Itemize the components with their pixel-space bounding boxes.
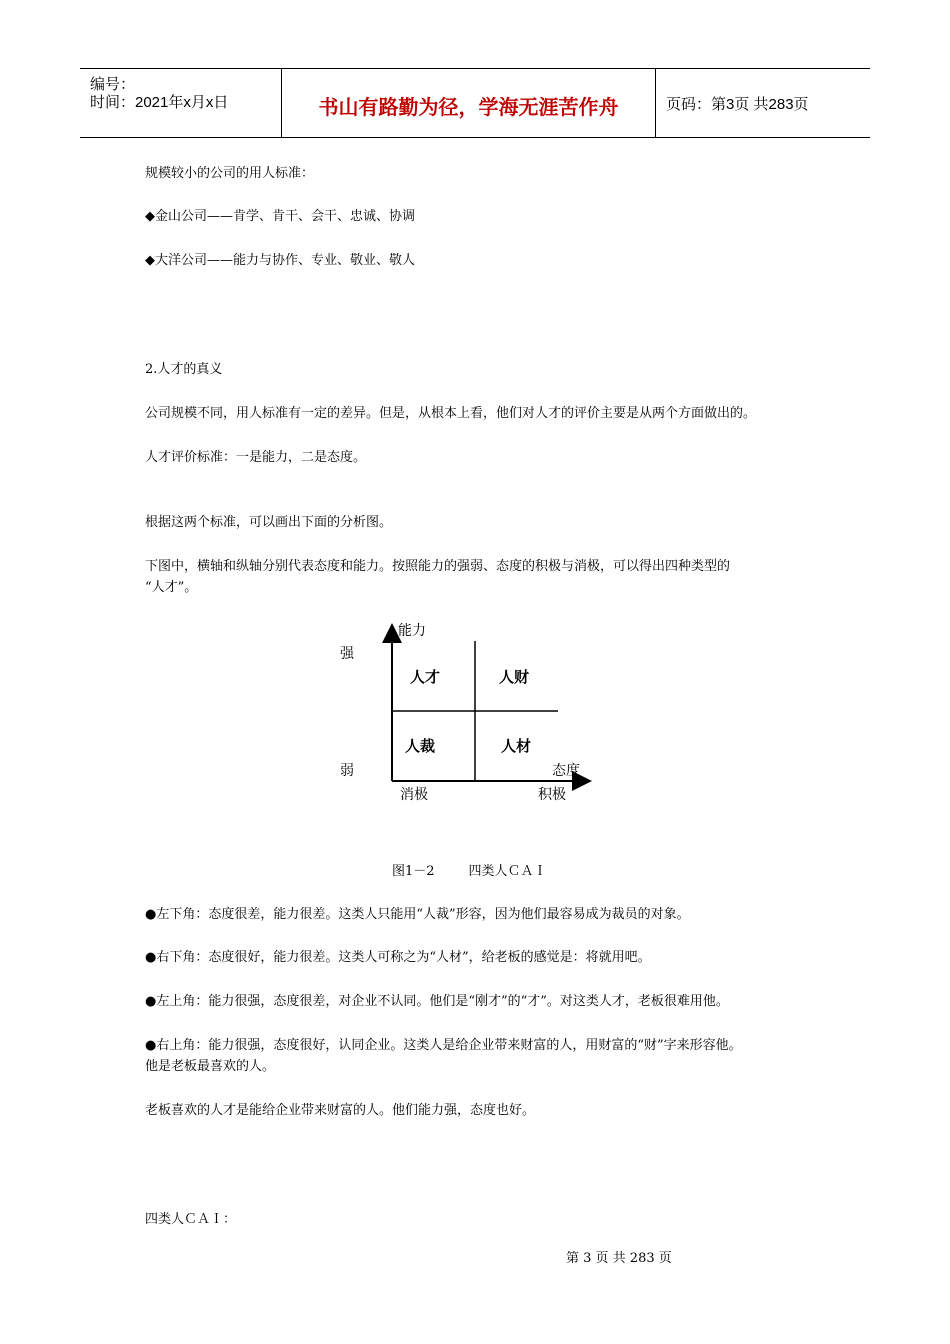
quadrant-bottom-right: 人材 <box>501 737 532 755</box>
paragraph-boss-preference: 老板喜欢的人才是能给企业带来财富的人。他们能力强，态度也好。 <box>145 1103 536 1118</box>
quadrant-diagram <box>330 615 610 815</box>
bullet-top-right-line1: ●右上角：能力很强，态度很好，认同企业。这类人是给企业带来财富的人，用财富的“财”字来形容他。 <box>145 1038 742 1053</box>
figure-caption <box>392 860 581 879</box>
time-label: 时间：2021年x月x日 <box>90 94 229 111</box>
quadrant-top-right: 人财 <box>499 668 530 686</box>
footer-page-number: 第 3 页 共 283 页 <box>566 1251 672 1266</box>
y-axis-label: 能力 <box>398 623 426 639</box>
page-label: 页码：第3页 共283页 <box>666 96 809 113</box>
paragraph-small-company: 规模较小的公司的用人标准： <box>145 166 315 181</box>
paragraph-criteria: 人才评价标准：一是能力，二是态度。 <box>145 450 367 465</box>
paragraph-axes-line2: “人才”。 <box>145 580 198 595</box>
bullet-top-left: ●左上角：能力很强，态度很差，对企业不认同。他们是“刚才”的“才”。对这类人才，老板很难用他。 <box>145 994 729 1009</box>
bullet-bottom-left: ●左下角：态度很差，能力很差。这类人只能用“人裁”形容，因为他们最容易成为裁员的对象。 <box>145 907 690 922</box>
motto: 书山有路勤为径，学海无涯苦作舟 <box>318 95 619 119</box>
bullet-top-right-line2: 他是老板最喜欢的人。 <box>145 1059 276 1074</box>
paragraph-jinshan: ◆金山公司——肯学、肯干、会干、忠诚、协调 <box>145 209 415 224</box>
header-page-cell <box>656 69 870 137</box>
section-heading: 2.人才的真义 <box>145 362 223 377</box>
paragraph-analysis: 根据这两个标准，可以画出下面的分析图。 <box>145 515 393 530</box>
bullet-bottom-right: ●右下角：态度很好，能力很差。这类人可称之为“人材”，给老板的感觉是：将就用吧。 <box>145 950 651 965</box>
quadrant-top-left: 人才 <box>410 668 441 686</box>
paragraph-dayang: ◆大洋公司——能力与协作、专业、敬业、敬人 <box>145 253 415 268</box>
y-low-label: 弱 <box>340 763 354 779</box>
x-axis-label: 态度 <box>552 763 580 779</box>
quadrant-bottom-left: 人裁 <box>405 737 436 755</box>
figure-number: 图1－2 <box>392 864 435 879</box>
x-high-label: 积极 <box>538 787 566 803</box>
x-low-label: 消极 <box>400 787 428 803</box>
paragraph-cai-heading: 四类人ＣＡＩ： <box>145 1212 237 1227</box>
figure-title: 四类人ＣＡＩ <box>468 864 547 879</box>
header-info-cell <box>80 69 280 137</box>
paragraph-axes-line1: 下图中，横轴和纵轴分别代表态度和能力。按照能力的强弱、态度的积极与消极，可以得出四种类型的 <box>145 559 731 574</box>
y-high-label: 强 <box>340 646 354 662</box>
number-label: 编号： <box>90 76 136 93</box>
header-motto-cell <box>281 69 656 137</box>
paragraph-standards-intro: 公司规模不同，用人标准有一定的差异。但是，从根本上看，他们对人才的评价主要是从两个方面做出的。 <box>145 406 757 421</box>
header-table <box>80 68 870 138</box>
